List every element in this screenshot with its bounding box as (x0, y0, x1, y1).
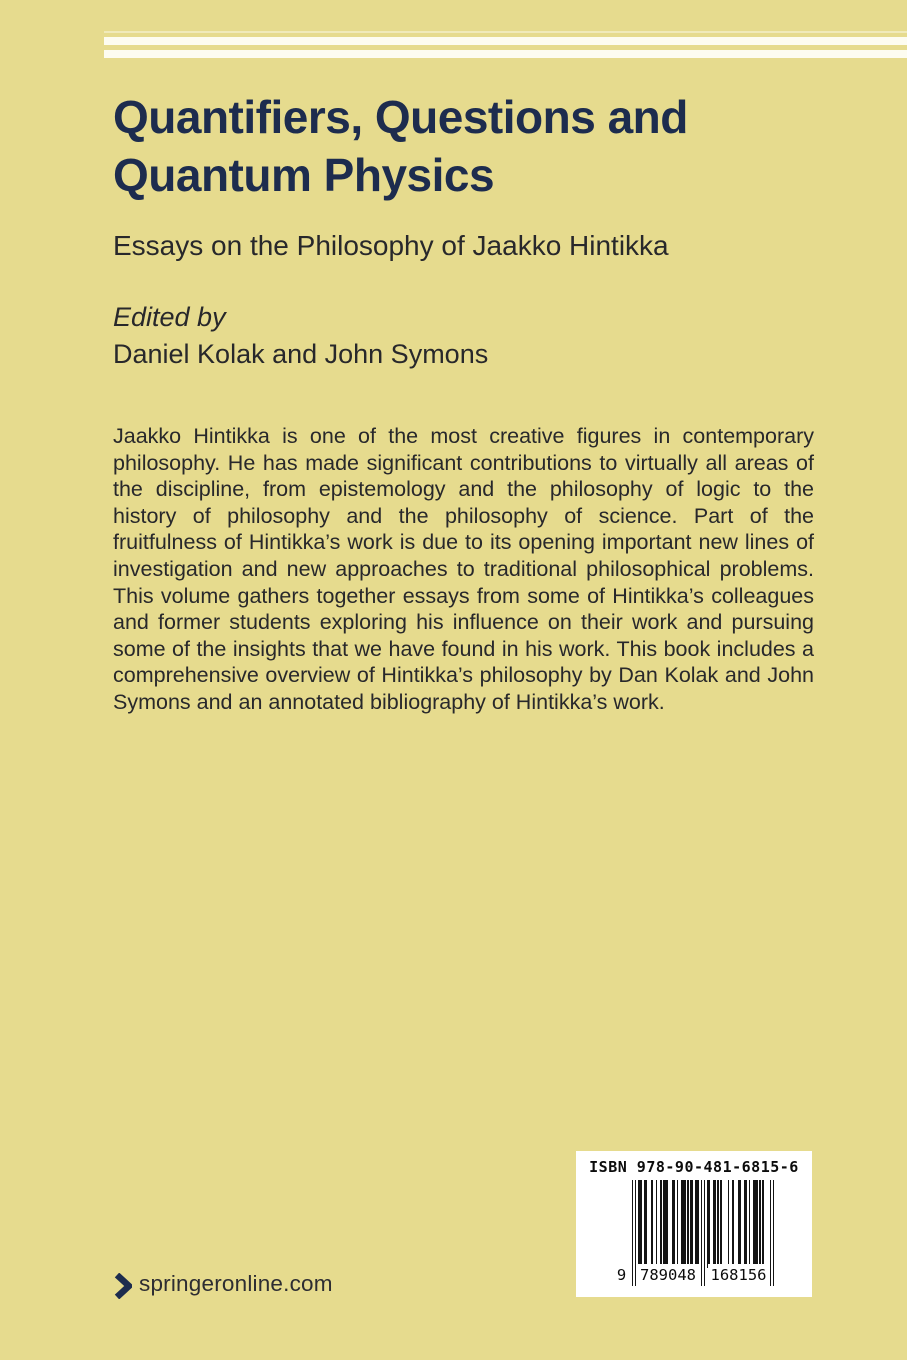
barcode-bar (638, 1180, 642, 1268)
barcode-bar (762, 1180, 763, 1268)
barcode-bars (616, 1180, 774, 1284)
book-description: Jaakko Hintikka is one of the most creative figures in contemporary philosophy. He has made significant contributions to virtually all areas of the discipline, from epistemology and the philosophy of logic to the history of philosophy and the philosophy of science. Part of the fruitfulness of Hintikka’s work is due to its opening important new lines of investigation and new approaches to traditional philosophical problems. This volume gathers together essays from some of Hintikka’s colleagues and former students exploring his influence on their work and pursuing some of the insights that we have found in his work. This book includes a comprehensive overview of Hintikka’s philosophy by Dan Kolak and John Symons and an annotated bibliography of Hintikka’s work. (113, 424, 814, 714)
barcode-bar (632, 1180, 633, 1286)
barcode-bar (651, 1180, 652, 1268)
isbn-label: ISBN 978-90-481-6815-6 (589, 1158, 799, 1176)
book-subtitle: Essays on the Philosophy of Jaakko Hintikka (113, 230, 669, 261)
barcode-digits-group2: 168156 (708, 1264, 769, 1286)
barcode-bar (690, 1180, 693, 1268)
isbn-barcode (576, 1151, 812, 1297)
barcode-bar (753, 1180, 757, 1268)
chevron-right-icon (114, 1273, 132, 1299)
barcode-bar (744, 1180, 747, 1268)
editors-names: Daniel Kolak and John Symons (113, 339, 489, 369)
book-title: Quantifiers, Questions and Quantum Physics (113, 91, 688, 201)
barcode-bar (707, 1180, 710, 1268)
barcode-bar (728, 1180, 729, 1268)
barcode-bar (701, 1180, 702, 1286)
barcode-bar (656, 1180, 657, 1268)
barcode-bar (677, 1180, 678, 1268)
publisher-website: springeronline.com (139, 1271, 333, 1296)
barcode-bar (681, 1180, 685, 1268)
barcode-digit-lead: 9 (616, 1266, 627, 1284)
barcode-bar (770, 1180, 771, 1286)
barcode-bar (773, 1180, 774, 1286)
barcode-bar (759, 1180, 760, 1268)
barcode-bar (738, 1180, 741, 1268)
top-stripe-faint (104, 31, 907, 33)
barcode-digits-group1: 789048 (637, 1264, 699, 1286)
barcode-bar (660, 1180, 661, 1268)
barcode-bar (749, 1180, 750, 1268)
barcode-bar (687, 1180, 688, 1268)
barcode-bar (663, 1180, 667, 1268)
top-stripe-2 (104, 50, 907, 58)
edited-by-label: Edited by (113, 302, 226, 332)
barcode-bar (644, 1180, 647, 1268)
barcode-bar (704, 1180, 705, 1286)
barcode-bar (695, 1180, 699, 1268)
barcode-bar (672, 1180, 675, 1268)
barcode-bar (720, 1180, 721, 1268)
barcode-bar (717, 1180, 718, 1268)
top-stripe-1 (104, 37, 907, 45)
barcode-bar (732, 1180, 733, 1268)
barcode-bar (713, 1180, 716, 1268)
